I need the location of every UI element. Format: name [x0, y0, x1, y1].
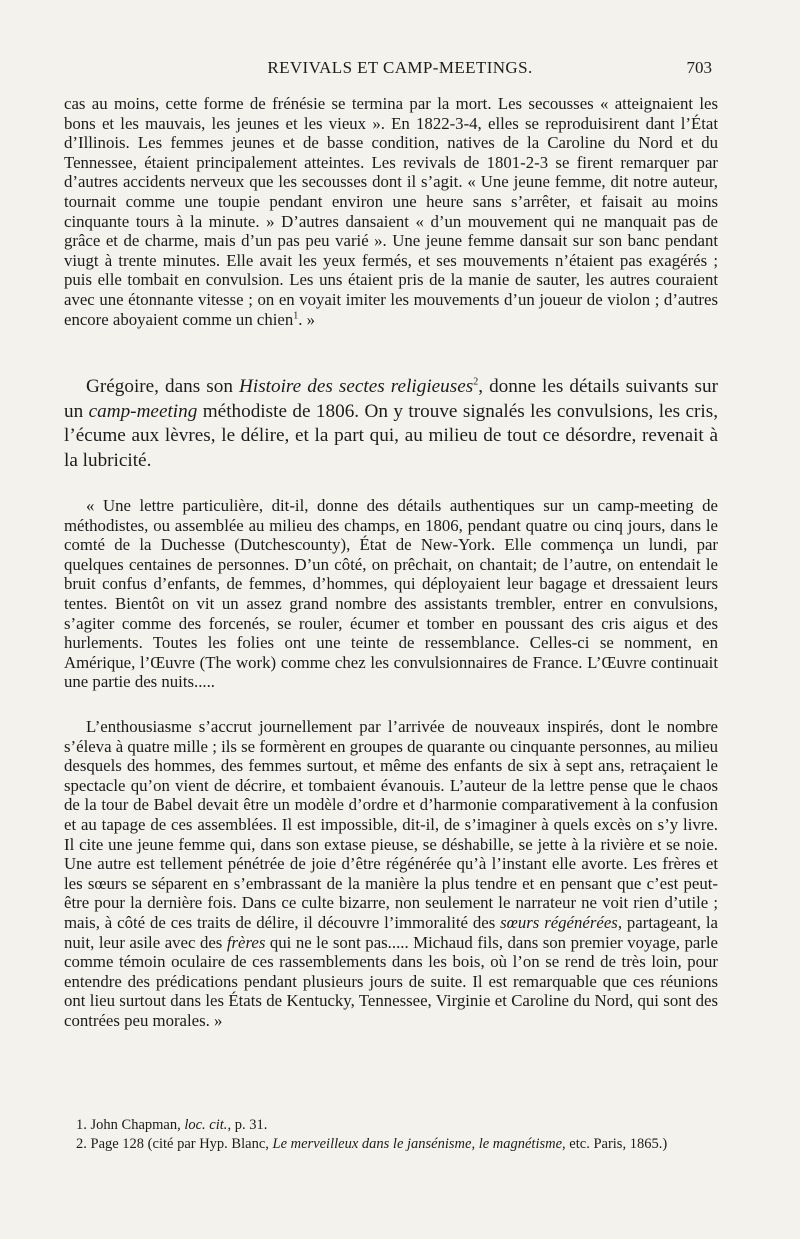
footnote-ref-2: 2: [473, 376, 479, 388]
footnote-2-text: Page 128 (cité par Hyp. Blanc,: [86, 1136, 273, 1152]
paragraph-4-part2: , partageant, la nuit, leur asile avec des: [64, 912, 718, 952]
paragraph-1-closing: . »: [298, 309, 316, 329]
paragraph-4-part3: qui ne le sont pas..... Michaud fils, dans son premier voyage, parle comme témoin oculaire de ces rassemblements dans les bois, où l’on se rend de très loin, pour entendre des prédications pendant plusieurs jours de suite. Il est remarquable que ces réunions ont lieu surtout dans les États de Kentucky, Tennessee, Virginie et Caroline du Nord, qui sont des contrées peu morales. »: [64, 932, 718, 1030]
footnotes: [64, 1116, 724, 1154]
footnote-2-title: Le merveilleux dans le jansénisme, le magnétisme: [272, 1136, 563, 1152]
footnote-2-number: 2.: [76, 1136, 87, 1152]
footnote-1-loc: loc. cit.: [184, 1117, 228, 1133]
paragraph-2: [64, 375, 718, 473]
footnote-1: [64, 1116, 724, 1135]
footnote-2: [64, 1135, 724, 1154]
footnote-1-text: John Chapman,: [86, 1117, 185, 1133]
footnote-ref-1: 1: [293, 309, 299, 321]
paragraph-2-before: Grégoire, dans son: [86, 376, 240, 397]
freres-term: frères: [226, 932, 266, 952]
page-header: [0, 58, 800, 82]
page-number: 703: [686, 58, 712, 77]
footnote-2-end: , etc. Paris, 1865.): [562, 1136, 668, 1152]
paragraph-4-quote: [64, 717, 718, 1031]
paragraph-2-middle: , donne les détails suivants sur un: [64, 376, 718, 422]
camp-meeting-term: camp-meeting: [88, 400, 198, 422]
paragraph-1-text: cas au moins, cette forme de frénésie se termina par la mort. Les secousses « atteignaient les bons et les mauvais, les jeunes et les vieux ». En 1822-3-4, elles se reproduisirent dant l’État d’Illinois. Les femmes jeunes et de basse condition, natives de la Caroline du Nord et du Tennessee, étaient principalement atteintes. Les revivals de 1801-2-3 se firent remarquer par d’autres accidents nerveux que les secousses dont il s’agit. « Une jeune femme, dit notre auteur, tournait comme une toupie pendant environ une heure sans s’arrêter, et faisait au moins cinquante tours à la minute. » D’autres dansaient « d’un mouvement qui ne manquait pas de grâce et de charme, mais d’un pas peu varié ». Une jeune femme dansait sur son banc pendant viugt à trente minutes. Elle avait les yeux fermés, et ses mouvements n’étaient pas exagérés ; puis elle tombait en convulsion. Les uns étaient pris de la manie de sauter, les autres couraient avec une étonnante vitesse ; on en voyait imiter les mouvements d’un joueur de violon ; d’autres encore aboyaient comme un chien: [64, 94, 718, 329]
footnote-1-page: , p. 31.: [227, 1117, 268, 1133]
soeurs-term: sœurs régénérées: [500, 912, 618, 932]
paragraph-1: [64, 94, 718, 329]
paragraph-2-after: méthodiste de 1806. On y trouve signalés les convulsions, les cris, l’écume aux lèvres, le délire, et la part qui, au milieu de tout ce désordre, revenait à la lubricité.: [64, 400, 718, 471]
footnote-1-number: 1.: [76, 1117, 87, 1133]
paragraph-3-quote: « Une lettre particulière, dit-il, donne des détails authentiques sur un camp-meeting de méthodistes, ou assemblée au milieu des champs, en 1806, pendant quatre ou cinq jours, dans le comté de la Duchesse (Dutchescounty), État de New-York. Elle commença un lundi, par quelques centaines de personnes. D’un côté, on prêchait, on chantait; de l’autre, on entendait le bruit confus d’enfants, de femmes, d’hommes, qui déployaient leur bagage et dressaient leurs tentes. Bientôt on vit un assez grand nombre des assistants trembler, entrer en convulsions, s’agiter comme des forcenés, se rouler, écumer et tomber en poussant des cris aigus et des hurlements. Toutes les folies ont une teinte de ressemblance. Celles-ci se nomment, en Amérique, l’Œuvre (The work) comme chez les convulsionnaires de France. L’Œuvre continuait une partie des nuits.....: [64, 496, 718, 692]
paragraph-4-part1: L’enthousiasme s’accrut journellement par l’arrivée de nouveaux inspirés, dont le nombre s’éleva à quatre mille ; ils se formèrent en groupes de quarante ou cinquante personnes, au milieu desquels des hommes, des femmes surtout, et même des enfants de six à sept ans, retraçaient le spectacle qu’on vient de décrire, et tombaient évanouis. L’auteur de la lettre pense que le chaos de la tour de Babel devait être un modèle d’ordre et d’harmonie comparativement à la confusion et au tapage de ces assemblées. Il est impossible, dit-il, de s’imaginer à quels excès on s’y livre. Il cite une jeune femme qui, dans son extase pieuse, se déshabille, se jette à la rivière et se noie. Une autre est tellement pénétrée de joie d’être régénérée qu’à l’instant elle avorte. Les frères et les sœurs se séparent en s’embrassant de la manière la plus tendre et en pensant que c’est peut-être pour la dernière fois. Dans ce culte bizarre, non seulement le narrateur ne voit rien d’utile ; mais, à côté de ces traits de délire, il découvre l’immoralité des: [64, 717, 718, 932]
running-title: REVIVALS ET CAMP-MEETINGS.: [267, 58, 533, 77]
book-title: Histoire des sectes religieuses: [239, 376, 474, 397]
